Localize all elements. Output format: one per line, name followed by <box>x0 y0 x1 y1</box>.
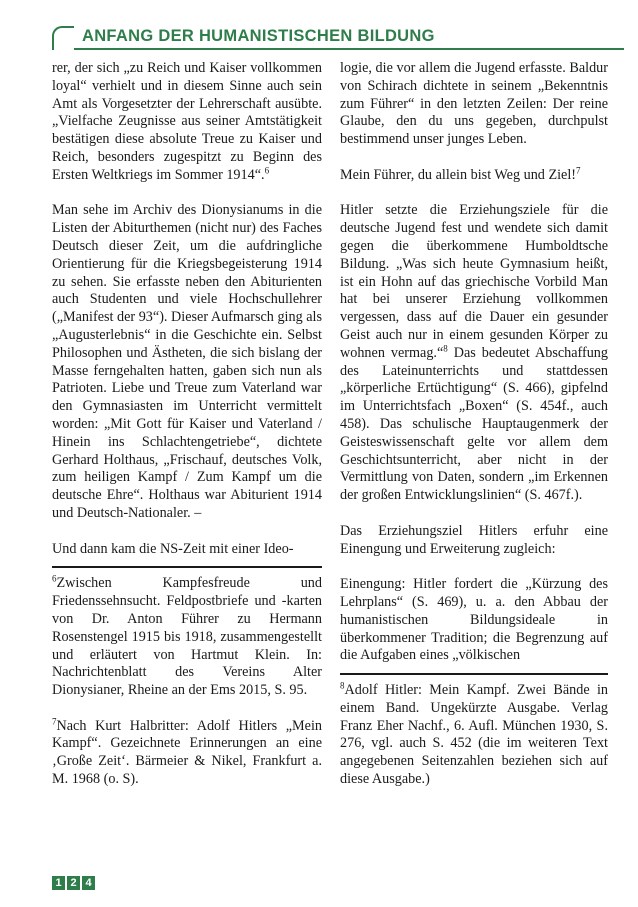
footnote-7: $^7$Nach Kurt Halbritter: Adolf Hitlers „Mein Kampf“. Gezeichnete Erinnerungen an eine ‚Große Zeit‘. Bärmeier & Nikel, Frankfurt a. M. 1968 (o. S). <box>52 715 322 788</box>
page-number-digit: 1 <box>52 876 65 890</box>
footnote-ref-8: 8 <box>443 343 448 354</box>
footnote-divider <box>52 566 322 568</box>
footnote-8: $^8$Adolf Hitler: Mein Kampf. Zwei Bände in einem Band. Ungekürzte Ausgabe. Verlag Franz Eher Nachf., 6. Aufl. München 1930, S. 276, vgl. auch S. 452 (die im weiteren Text angegebenen Seitenzahlen beziehen sich auf diese Ausgabe.) <box>340 680 608 788</box>
left-column <box>52 60 322 789</box>
left-paragraph-3: Und dann kam die NS-Zeit mit einer Ideo- <box>52 540 294 557</box>
right-paragraph-2: Mein Führer, du allein bist Weg und Ziel!$^7$ <box>340 165 581 183</box>
header-tab-decoration <box>52 26 74 50</box>
footnote-divider <box>340 673 608 675</box>
page-number-digit: 4 <box>82 876 95 890</box>
right-paragraph-4: Das Erziehungsziel Hitlers erfuhr eine Einengung und Erweiterung zugleich: <box>340 522 608 557</box>
header-rule <box>74 48 624 50</box>
right-paragraph-1: logie, die vor allem die Jugend erfasste. Baldur von Schirach dichtete in seinem „Bekenntnis zum Führer“ in den letzten Zeilen: Der reine Glaube, den du uns gegeben, durchpulst bestimmend unser junges Leben. <box>340 60 608 148</box>
footnote-ref-7: 7 <box>576 165 581 176</box>
page-number <box>52 876 95 890</box>
left-paragraph-1: rer, der sich „zu Reich und Kaiser vollkommen loyal“ verhielt und in diesem Sinne auch sein Amt als Vorgesetzter der Lehrerschaft ausübte. „Vielfache Zeugnisse aus seiner Amtstätigkeit bestätigen diese absolute Treue zu Kaiser und Reich, besonders zugespitzt zu Beginn des Ersten Weltkriegs im Sommer 1914“.$^6$ <box>52 60 322 183</box>
footnote-ref-6: 6 <box>264 165 270 176</box>
running-header <box>52 26 624 50</box>
right-column <box>340 60 608 789</box>
page-number-digit: 2 <box>67 876 80 890</box>
left-paragraph-2: Man sehe im Archiv des Dionysianums in die Listen der Abiturthemen (nicht nur) des Faches Deutsch dieser Zeit, um die aufdringliche Orientierung für die Kriegsbegeisterung 1914 zu sehen. Sie erfasste neben den Abiturienten auch Studenten und viele Hochschullehrer („Manifest der 93“). Dieser Aufmarsch ging als „Augusterlebnis“ in die Geschichte ein. Selbst Philosophen und Ästheten, die sich bislang der Masse ferngehalten hatten, gaben sich nun als Patrioten. Liebe und Treue zum Vaterland war den Gymnasiasten im Unterricht vermittelt worden: „Mit Gott für Kaiser und Vaterland / Hinein ins Schlachtengetriebe“, dichtete Gerhard Holthaus, „Frischauf, deutsches Volk, zum heiligen Kampf / Zum Kampf um die deutsche Ehre“. Holthaus war Abiturient 1914 und Deutsch-Nationaler. – <box>52 202 322 521</box>
running-header-title: ANFANG DER HUMANISTISCHEN BILDUNG <box>82 27 435 45</box>
right-paragraph-3: Hitler setzte die Erziehungsziele für die deutsche Jugend fest und wendete sich damit gegen die überkommene Humboldtsche Bildung. „Was sich heute Gymnasium heißt, ist ein Hohn auf das griechische Vorbild Man hat bei unserer Erziehung vollkommen vergessen, dass auf die Dauer ein gesunder Geist auch nur in einem gesunden Körper zu wohnen vermag.“$^8$ Das bedeutet Abschaffung des Lateinunterrichts und stattdessen „körperliche Ertüchtigung“ (S. 466), gipfelnd im Unterrichtsfach „Boxen“ (S. 454f., auch 458). Das schulische Hauptaugenmerk der Geisteswissenschaft gelte vor allem dem Geschichtsunterricht, aber nicht in der Vermittlung von Daten, sondern „im Erkennen der großen Entwicklungslinien“ (S. 467f.). <box>340 202 608 504</box>
footnote-6: $^6$Zwischen Kampfesfreude und Friedenssehnsucht. Feldpostbriefe und -karten von Dr. Anton Führer zu Hermann Rosenstengel 1915 bis 1918, zusammengestellt und erläutert von Hartmut Klein. In: Nachrichtenblatt des Vereins Alter Dionysianer, Rheine an der Ems 2015, S. 95. <box>52 573 322 699</box>
right-paragraph-5: Einengung: Hitler fordert die „Kürzung des Lehrplans“ (S. 469), u. a. den Abbau der humanistischen Bildungsideale in überkommener Tradition; die Begrenzung auf die Aufgaben eines „völkischen <box>340 576 608 664</box>
